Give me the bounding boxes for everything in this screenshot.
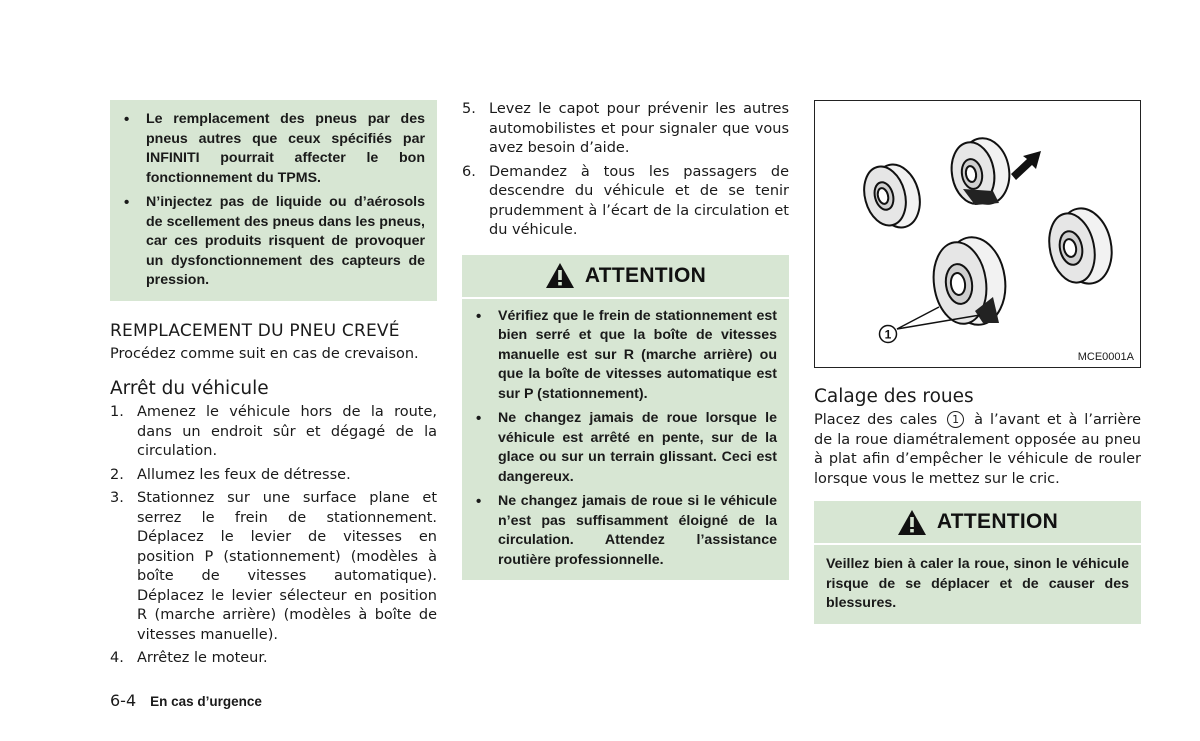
list-item xyxy=(110,489,437,645)
step-number: 2. xyxy=(110,466,124,483)
list-item xyxy=(462,100,789,159)
page-number: 6-4 xyxy=(110,691,137,710)
section-intro: Procédez comme suit en cas de crevaison. xyxy=(110,345,419,362)
step-number: 3. xyxy=(110,490,124,506)
attention-header xyxy=(462,255,789,297)
step-text: Levez le capot pour prévenir les autres automobilistes et pour signaler que vous avez besoin d’aide. xyxy=(489,101,789,156)
step-text: Demandez à tous les passagers de descendre du véhicule et de se tenir prudemment à l’écart de la circulation et du véhicule. xyxy=(489,163,789,238)
tire-icon xyxy=(929,233,1011,328)
warning-triangle-icon xyxy=(897,509,927,536)
steps-list xyxy=(462,100,789,241)
column-left xyxy=(110,100,437,673)
figure-callout: 1 xyxy=(884,327,892,342)
step-number: 6. xyxy=(462,163,476,180)
steps-list xyxy=(110,403,437,669)
step-text: Allumez les feux de détresse. xyxy=(137,466,351,483)
column-middle xyxy=(462,100,789,580)
tpms-warning-list xyxy=(110,100,437,301)
chapter-title: En cas d’urgence xyxy=(150,694,262,709)
warning-triangle-icon xyxy=(545,262,575,289)
tire-icon xyxy=(858,159,927,232)
tpms-warning-box xyxy=(110,100,437,301)
arrow-icon xyxy=(1011,151,1041,180)
list-item: • Ne changez jamais de roue si le véhicule n’est pas suffisamment éloigné de la circulation. Attendez l’assistance routière professionnelle. xyxy=(476,492,777,570)
list-item: • Vérifiez que le frein de stationnement est bien serré et que la boîte de vitesses manuelle est sur R (marche arrière) ou que la boîte de vitesses automatique est sur P (stationnement). xyxy=(476,307,777,405)
para-text: Placez des cales xyxy=(814,412,938,428)
step-number: 4. xyxy=(110,650,124,666)
attention-header xyxy=(814,501,1141,543)
wheel-chocks-figure xyxy=(814,100,1141,368)
column-right xyxy=(814,100,1141,624)
tire-icon xyxy=(1043,203,1118,288)
list-item xyxy=(110,649,437,669)
step-text: Stationnez sur une surface plane et serrez le frein de stationnement. Déplacez le levier de vitesses en position P (stationnement) (modèles à boîte de vitesses automatique). Déplacez le levier sélecteur en position R (marche arrière) (modèles à boîte de vitesses manuelle). xyxy=(137,490,437,643)
attention-text: Veillez bien à caler la roue, sinon le véhicule risque de se déplacer et de causer des blessures. xyxy=(826,556,1129,611)
list-item xyxy=(462,163,789,241)
attention-label: ATTENTION xyxy=(584,263,707,287)
step-number: 5. xyxy=(462,101,476,117)
step-number: 1. xyxy=(110,404,124,420)
list-item: • N’injectez pas de liquide ou d’aérosols de scellement des pneus dans les pneus, car ces produits risquent de provoquer un dysfonctionnement des capteurs de pression. xyxy=(124,193,425,291)
section-title: REMPLACEMENT DU PNEU CREVÉ xyxy=(110,320,400,341)
list-item xyxy=(110,403,437,462)
list-item: • Le remplacement des pneus par des pneus autres que ceux spécifiés par INFINITI pourrait affecter le bon fonctionnement du TPMS. xyxy=(124,110,425,188)
attention-label: ATTENTION xyxy=(936,510,1059,533)
attention-list xyxy=(476,307,777,571)
step-text: Amenez le véhicule hors de la route, dans un endroit sûr et dégagé de la circulation. xyxy=(137,404,437,459)
page-footer xyxy=(110,691,262,710)
attention-box xyxy=(462,299,789,581)
list-item: • Ne changez jamais de roue lorsque le véhicule est arrêté en pente, sur de la glace ou sur un terrain glissant. Ceci est dangereux. xyxy=(476,409,777,487)
list-item xyxy=(110,466,437,486)
figure-code: MCE0001A xyxy=(1077,351,1134,363)
attention-box xyxy=(814,545,1141,624)
step-text: Arrêtez le moteur. xyxy=(137,650,268,666)
wheel-chocks-illustration xyxy=(815,101,1140,367)
subsection-title: Arrêt du véhicule xyxy=(110,378,269,399)
para-text: à l’avant et à l’arrière de la roue diamétralement opposée au pneu à plat afin d’empêcher le véhicule de rouler lorsque vous le mettez sur le cric. xyxy=(814,412,1142,487)
subsection-title: Calage des roues xyxy=(814,386,974,407)
callout-marker: 1 xyxy=(947,411,964,428)
chock-instructions xyxy=(814,411,1141,489)
